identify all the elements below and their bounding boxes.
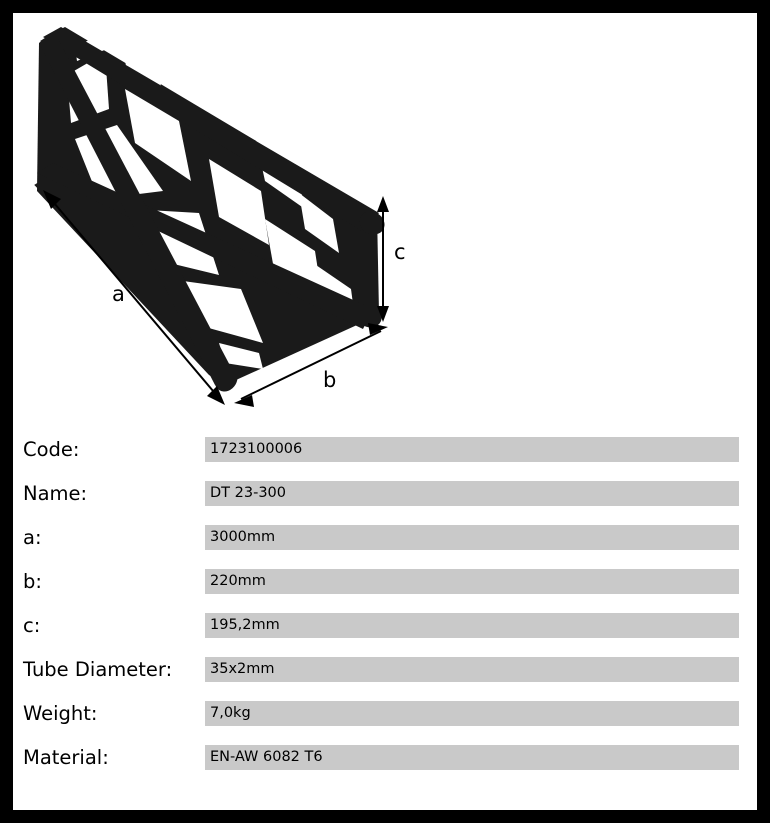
spec-label-tube-diameter: Tube Diameter: bbox=[23, 657, 173, 681]
table-row bbox=[23, 559, 747, 603]
spec-value-tube-diameter: 35x2mm bbox=[205, 657, 739, 682]
truss-lattice bbox=[37, 27, 389, 396]
spec-label-a: a: bbox=[23, 525, 42, 549]
spec-label-material: Material: bbox=[23, 745, 109, 769]
spec-label-name: Name: bbox=[23, 481, 88, 505]
spec-label-b: b: bbox=[23, 569, 42, 593]
spec-value-b: 220mm bbox=[205, 569, 739, 594]
table-row bbox=[23, 735, 747, 779]
spec-value-c: 195,2mm bbox=[205, 613, 739, 638]
spec-table bbox=[13, 413, 757, 779]
spec-label-c: c: bbox=[23, 613, 41, 637]
spec-label-code: Code: bbox=[23, 437, 80, 461]
table-row bbox=[23, 515, 747, 559]
spec-label-weight: Weight: bbox=[23, 701, 98, 725]
table-row bbox=[23, 471, 747, 515]
table-row bbox=[23, 603, 747, 647]
spec-value-a: 3000mm bbox=[205, 525, 739, 550]
spec-value-weight: 7,0kg bbox=[205, 701, 739, 726]
table-row bbox=[23, 691, 747, 735]
spec-value-name: DT 23-300 bbox=[205, 481, 739, 506]
datasheet-inner bbox=[13, 13, 757, 810]
truss-diagram bbox=[13, 13, 757, 413]
dimension-label-b: b bbox=[323, 368, 337, 392]
dimension-label-a: a bbox=[112, 282, 125, 306]
truss-drawing-svg bbox=[13, 13, 757, 413]
dimension-label-c: c bbox=[394, 240, 406, 264]
table-row bbox=[23, 647, 747, 691]
spec-value-code: 1723100006 bbox=[205, 437, 739, 462]
spec-value-material: EN-AW 6082 T6 bbox=[205, 745, 739, 770]
table-row bbox=[23, 427, 747, 471]
